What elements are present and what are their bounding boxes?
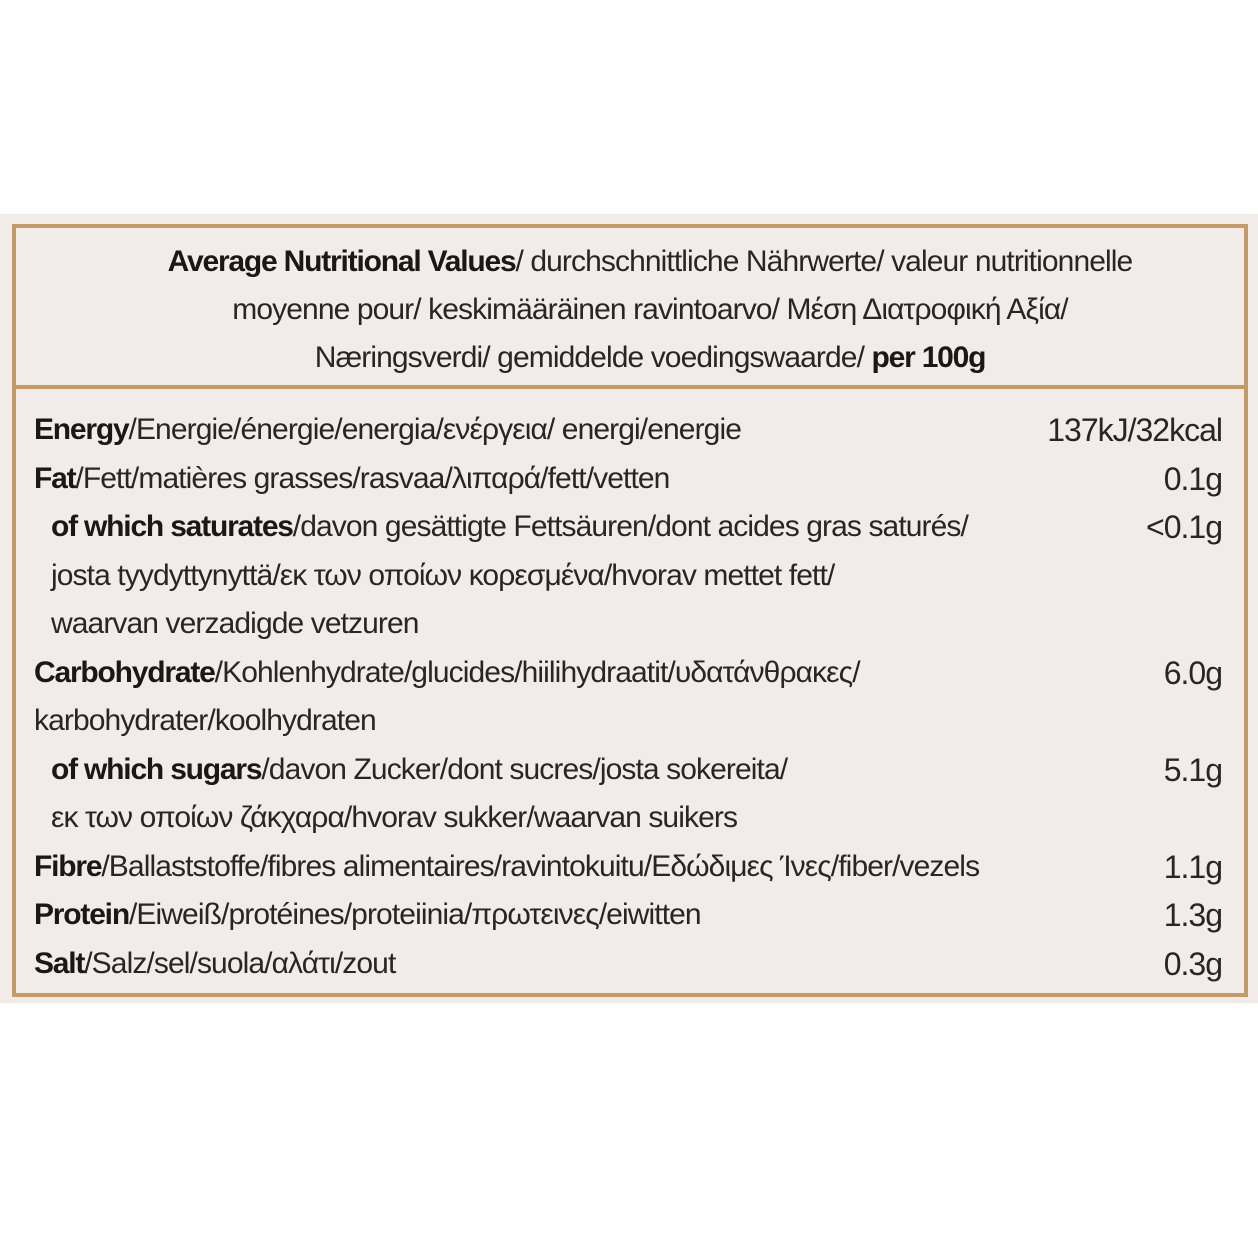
nutrient-value: <0.1g	[1146, 509, 1222, 545]
nutrient-value: 1.1g	[1163, 848, 1222, 885]
nutrient-value: 0.3g	[1163, 945, 1222, 982]
nutrient-name: Fibre	[34, 849, 102, 883]
nutrient-translations-cont: waarvan verzadigde vetzuren	[51, 607, 419, 640]
nutrient-translations: /Ballaststoffe/fibres alimentaires/ravintokuitu/Εδώδιμες Ίνες/fiber/vezels	[101, 849, 980, 883]
header-per-100g: per 100g	[871, 341, 986, 374]
row-label	[51, 503, 1222, 552]
row-label	[34, 891, 1222, 940]
nutrient-translations-cont: εκ των οποίων ζάκχαρα/hvorav sukker/waarvan suikers	[51, 801, 738, 834]
nutrient-translations: /Fett/matières grasses/rasvaa/λιπαρά/fett/vetten	[75, 461, 670, 495]
nutrient-value: 6.0g	[1163, 654, 1222, 691]
row-label	[34, 940, 1222, 989]
row-label	[34, 649, 1222, 698]
nutrient-translations: /Energie/énergie/energia/ενέργεια/ energi/energie	[128, 413, 741, 446]
row-sugars	[34, 746, 1222, 843]
header-line-1-text: / durchschnittliche Nährwerte/ valeur nutritionnelle	[515, 245, 1133, 278]
header-line-1	[100, 238, 1200, 286]
nutrition-header	[100, 238, 1200, 382]
nutrient-name: Salt	[34, 946, 85, 980]
nutrient-value: 5.1g	[1163, 751, 1222, 788]
nutrient-translations: /Salz/sel/suola/αλάτι/zout	[84, 946, 396, 980]
nutrient-name: Carbohydrate	[34, 655, 215, 689]
nutrient-translations: /Eiweiß/protéines/proteiinia/πρωτεινες/eiwitten	[128, 898, 701, 931]
row-label	[34, 406, 1222, 455]
row-protein	[34, 891, 1222, 940]
row-fibre	[34, 843, 1222, 892]
row-label	[51, 746, 1222, 795]
row-salt	[34, 940, 1222, 989]
nutrient-translations: /davon gesättigte Fettsäuren/dont acides gras saturés/	[292, 510, 968, 543]
nutrient-translations: /davon Zucker/dont sucres/josta sokereita/	[261, 752, 788, 786]
nutrient-value: 1.3g	[1163, 897, 1222, 933]
nutrient-translations-cont: josta tyydyttynyttä/εκ των οποίων κορεσμένα/hvorav mettet fett/	[51, 558, 835, 592]
header-line-2: moyenne pour/ keskimääräinen ravintoarvo/ Μέση Διατροφική Αξία/	[232, 293, 1068, 326]
nutrient-name: Fat	[34, 461, 76, 495]
nutrient-name: of which saturates	[51, 510, 293, 543]
header-line-3	[100, 334, 1200, 382]
row-label	[34, 455, 1222, 504]
header-title: Average Nutritional Values	[167, 245, 516, 278]
nutrient-translations: /Kohlenhydrate/glucides/hiilihydraatit/υδατάνθρακες/	[214, 655, 860, 689]
row-energy	[34, 406, 1222, 455]
nutrient-name: of which sugars	[51, 752, 262, 786]
row-carbohydrate	[34, 649, 1222, 746]
header-divider	[12, 385, 1248, 389]
nutrient-value: 137kJ/32kcal	[1047, 412, 1222, 448]
nutrient-value: 0.1g	[1163, 460, 1222, 497]
nutrient-name: Protein	[34, 898, 129, 931]
nutrient-name: Energy	[34, 413, 129, 446]
nutrition-table	[34, 406, 1222, 988]
row-fat	[34, 455, 1222, 504]
row-saturates	[34, 503, 1222, 649]
row-label	[34, 843, 1222, 892]
header-line-3-text: Næringsverdi/ gemiddelde voedingswaarde/	[314, 341, 872, 374]
nutrient-translations-cont: karbohydrater/koolhydraten	[34, 704, 376, 737]
